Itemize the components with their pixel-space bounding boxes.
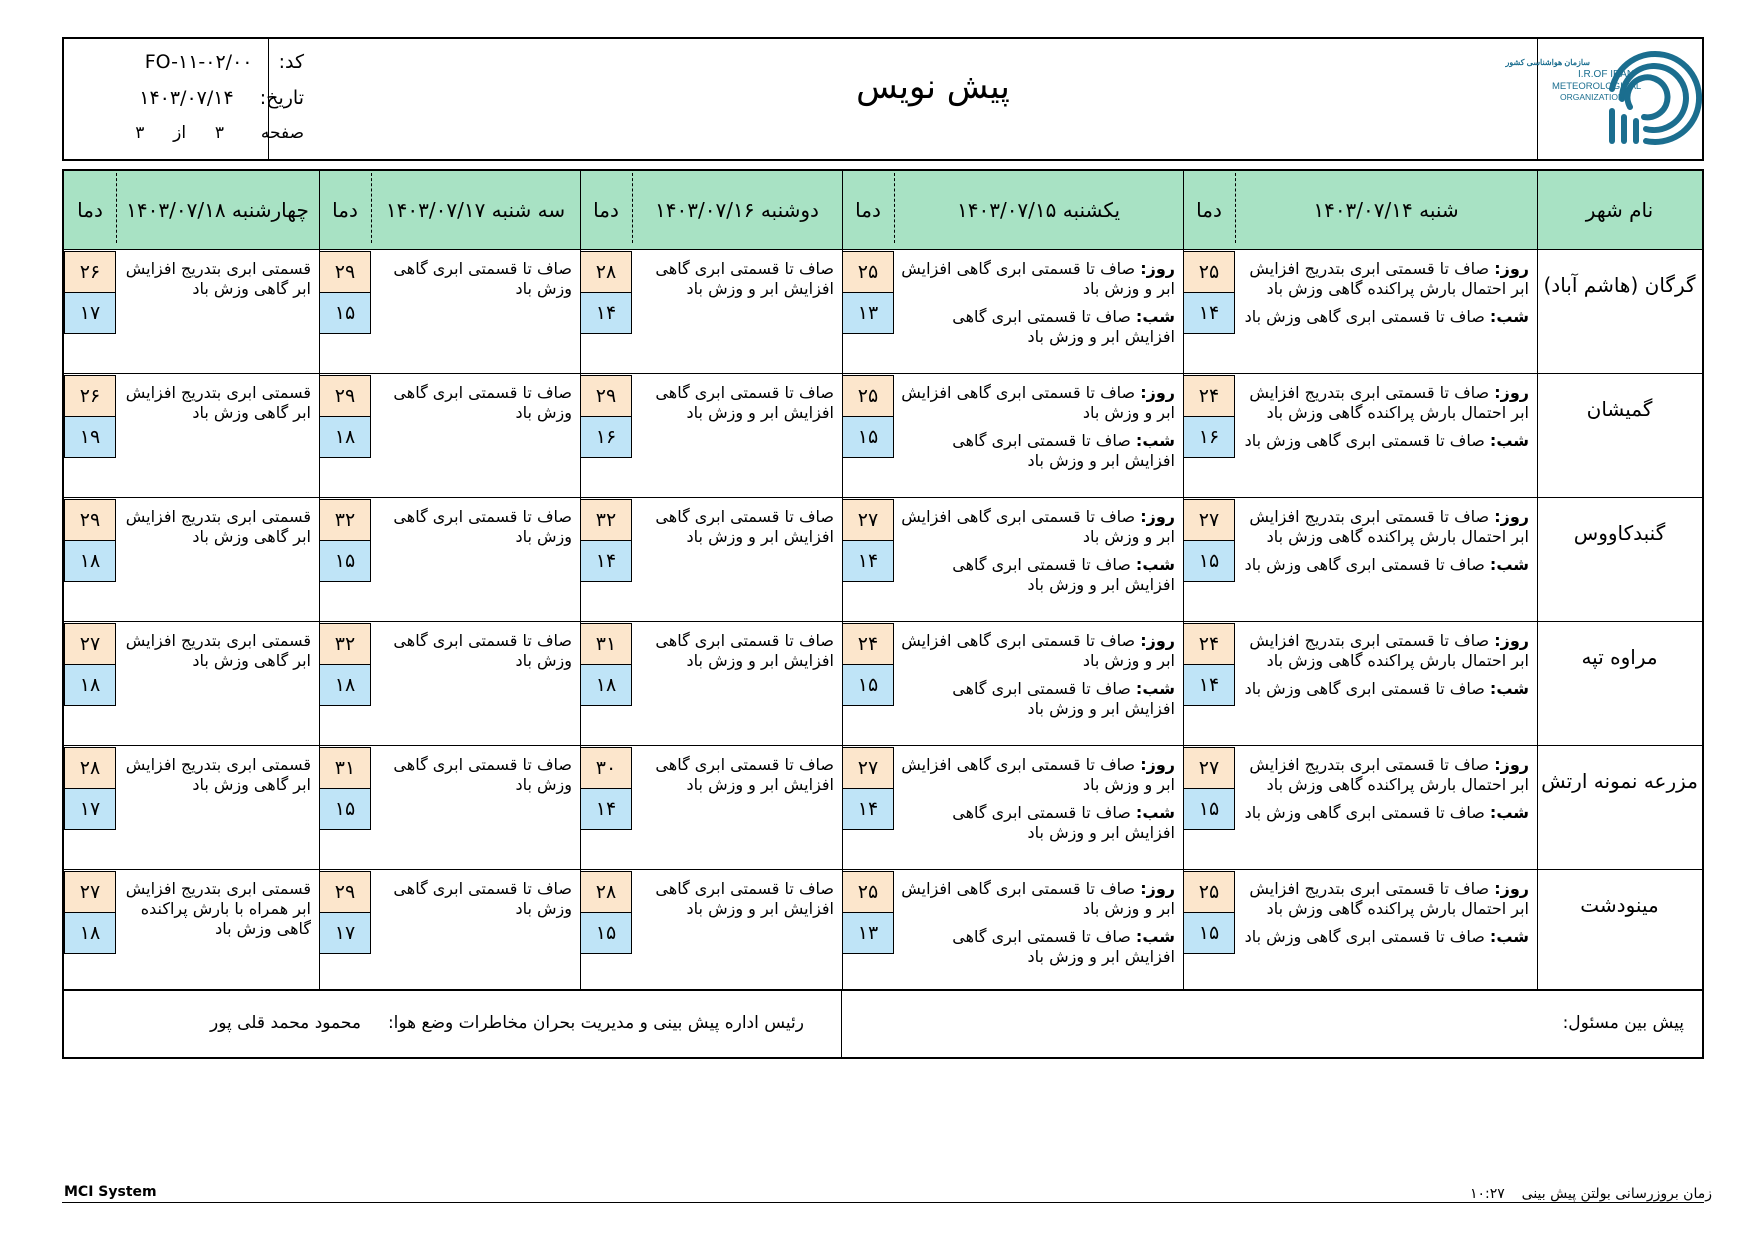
day-text: صاف تا قسمتی ابری بتدریج افزایش ابر احتمال بارش پراکنده گاهی وزش باد [1249, 631, 1529, 670]
forecast-description [638, 755, 834, 795]
day-forecast [900, 879, 1175, 919]
night-forecast [1241, 803, 1529, 823]
min-temp: ۱۷ [64, 788, 116, 830]
night-label: شب: [1489, 803, 1529, 822]
day-forecast [1241, 755, 1529, 795]
day-text: صاف تا قسمتی ابری گاهی افزایش ابر و وزش باد [901, 383, 1175, 422]
forecast-text: صاف تا قسمتی ابری گاهی افزایش ابر و وزش باد [655, 631, 834, 670]
max-temp: ۲۴ [842, 623, 894, 665]
min-temp: ۱۵ [319, 788, 371, 830]
forecast-description [638, 507, 834, 547]
forecast-text: صاف تا قسمتی ابری گاهی افزایش ابر و وزش باد [655, 879, 834, 918]
night-text: صاف تا قسمتی ابری گاهی افزایش ابر و وزش باد [952, 555, 1175, 594]
night-label: شب: [1489, 307, 1529, 326]
meteorological-organization-logo [1505, 49, 1690, 153]
day-label: روز: [1494, 507, 1529, 526]
night-label: شب: [1489, 555, 1529, 574]
min-temp: ۱۴ [580, 540, 632, 582]
max-temp: ۲۶ [64, 251, 116, 293]
day-label: روز: [1140, 755, 1175, 774]
forecast-description [377, 755, 572, 795]
night-text: صاف تا قسمتی ابری گاهی افزایش ابر و وزش باد [952, 431, 1175, 470]
day-label: روز: [1140, 383, 1175, 402]
max-temp: ۲۷ [64, 623, 116, 665]
forecast-description [377, 259, 572, 299]
logo-text-3: ORGANIZATION [1560, 92, 1625, 102]
forecast-description [122, 507, 311, 547]
min-temp: ۱۵ [1183, 540, 1235, 582]
forecast-description [122, 631, 311, 671]
night-label: شب: [1489, 679, 1529, 698]
department-head-name: محمود محمد قلی پور [210, 1013, 361, 1033]
header-temp-divider [371, 173, 372, 243]
min-temp: ۱۴ [580, 788, 632, 830]
code-value: FO-۱۱-۰۲/۰۰ [144, 51, 253, 73]
forecast-text: صاف تا قسمتی ابری گاهی وزش باد [393, 879, 572, 918]
header-temp: دما [593, 198, 619, 222]
row-divider [64, 621, 1702, 622]
max-temp: ۲۴ [1183, 623, 1235, 665]
header-day-date: یکشنبه ۱۴۰۳/۰۷/۱۵ [956, 198, 1121, 222]
max-temp: ۳۲ [580, 499, 632, 541]
forecast-description [638, 383, 834, 423]
forecast-description [1241, 507, 1529, 575]
night-forecast [1241, 927, 1529, 947]
forecast-description [377, 507, 572, 547]
table-header-row [64, 171, 1702, 250]
city-name: گمیشان [1586, 397, 1653, 421]
city-name: مزرعه نمونه ارتش [1541, 769, 1698, 793]
min-temp: ۱۵ [319, 540, 371, 582]
forecast-description [377, 631, 572, 671]
row-divider [64, 869, 1702, 870]
night-forecast [900, 307, 1175, 347]
header-day-date: شنبه ۱۴۰۳/۰۷/۱۴ [1313, 198, 1459, 222]
day-text: صاف تا قسمتی ابری بتدریج افزایش ابر احتمال بارش پراکنده گاهی وزش باد [1249, 755, 1529, 794]
day-label: روز: [1140, 507, 1175, 526]
forecast-text: قسمتی ابری بتدریج افزایش ابر گاهی وزش باد [125, 507, 311, 546]
night-forecast [900, 679, 1175, 719]
forecast-text: صاف تا قسمتی ابری گاهی وزش باد [393, 383, 572, 422]
page-current: ۳ [214, 123, 225, 143]
night-label: شب: [1135, 555, 1175, 574]
night-text: صاف تا قسمتی ابری گاهی وزش باد [1244, 431, 1485, 450]
night-label: شب: [1489, 927, 1529, 946]
forecast-text: صاف تا قسمتی ابری گاهی افزایش ابر و وزش باد [655, 507, 834, 546]
forecast-description [638, 879, 834, 919]
forecast-description [1241, 879, 1529, 947]
forecast-description [1241, 631, 1529, 699]
max-temp: ۲۷ [1183, 499, 1235, 541]
day-forecast [900, 259, 1175, 299]
night-text: صاف تا قسمتی ابری گاهی وزش باد [1244, 555, 1485, 574]
max-temp: ۲۴ [1183, 375, 1235, 417]
day-label: روز: [1494, 755, 1529, 774]
page-label: صفحه [260, 123, 304, 143]
day-forecast [1241, 383, 1529, 423]
night-text: صاف تا قسمتی ابری گاهی وزش باد [1244, 307, 1485, 326]
forecast-text: قسمتی ابری بتدریج افزایش ابر گاهی وزش باد [125, 755, 311, 794]
header-temp-divider [632, 173, 633, 243]
day-forecast [1241, 879, 1529, 919]
max-temp: ۲۷ [1183, 747, 1235, 789]
forecaster-label: پیش بین مسئول: [1562, 1013, 1684, 1033]
forecast-description [122, 383, 311, 423]
min-temp: ۱۴ [1183, 664, 1235, 706]
day-forecast [900, 755, 1175, 795]
night-text: صاف تا قسمتی ابری گاهی افزایش ابر و وزش باد [952, 803, 1175, 842]
page-line [135, 123, 304, 143]
page-title: پیش نویس [856, 67, 1010, 107]
forecast-text: قسمتی ابری بتدریج افزایش ابر گاهی وزش باد [125, 259, 311, 298]
footer-divider [841, 991, 842, 1057]
forecast-text: صاف تا قسمتی ابری گاهی وزش باد [393, 259, 572, 298]
max-temp: ۳۱ [319, 747, 371, 789]
max-temp: ۳۰ [580, 747, 632, 789]
forecast-description [900, 383, 1175, 471]
night-text: صاف تا قسمتی ابری گاهی وزش باد [1244, 803, 1485, 822]
night-text: صاف تا قسمتی ابری گاهی افزایش ابر و وزش باد [952, 927, 1175, 966]
code-line [145, 51, 304, 73]
header-temp-divider [1235, 173, 1236, 243]
night-text: صاف تا قسمتی ابری گاهی افزایش ابر و وزش باد [952, 307, 1175, 346]
forecast-text: صاف تا قسمتی ابری گاهی وزش باد [393, 507, 572, 546]
night-forecast [1241, 431, 1529, 451]
forecast-description [1241, 383, 1529, 451]
row-divider [64, 373, 1702, 374]
max-temp: ۲۵ [842, 375, 894, 417]
max-temp: ۳۲ [319, 499, 371, 541]
day-text: صاف تا قسمتی ابری بتدریج افزایش ابر احتمال بارش پراکنده گاهی وزش باد [1249, 879, 1529, 918]
night-forecast [1241, 679, 1529, 699]
min-temp: ۱۳ [842, 292, 894, 334]
min-temp: ۱۴ [842, 788, 894, 830]
header-day-date: سه شنبه ۱۴۰۳/۰۷/۱۷ [385, 198, 566, 222]
day-text: صاف تا قسمتی ابری بتدریج افزایش ابر احتمال بارش پراکنده گاهی وزش باد [1249, 507, 1529, 546]
forecast-description [900, 755, 1175, 843]
day-forecast [1241, 631, 1529, 671]
day-label: روز: [1494, 879, 1529, 898]
update-label: زمان بروزرسانی بولتن پیش بینی [1521, 1186, 1712, 1202]
department-head-label: رئیس اداره پیش بینی و مدیریت بحران مخاطرات وضع هوا: [387, 1013, 804, 1033]
forecast-text: صاف تا قسمتی ابری گاهی افزایش ابر و وزش باد [655, 755, 834, 794]
max-temp: ۲۵ [842, 251, 894, 293]
max-temp: ۲۹ [319, 871, 371, 913]
header-temp: دما [332, 198, 358, 222]
day-text: صاف تا قسمتی ابری گاهی افزایش ابر و وزش باد [901, 507, 1175, 546]
forecast-text: قسمتی ابری بتدریج افزایش ابر گاهی وزش باد [125, 631, 311, 670]
city-name: گنبدکاووس [1573, 521, 1666, 545]
min-temp: ۱۸ [319, 416, 371, 458]
day-text: صاف تا قسمتی ابری گاهی افزایش ابر و وزش باد [901, 755, 1175, 794]
day-forecast [1241, 259, 1529, 299]
header-city-name: نام شهر [1585, 198, 1654, 222]
min-temp: ۱۴ [580, 292, 632, 334]
night-forecast [1241, 307, 1529, 327]
forecast-text: صاف تا قسمتی ابری گاهی افزایش ابر و وزش باد [655, 259, 834, 298]
night-label: شب: [1135, 927, 1175, 946]
max-temp: ۲۵ [842, 871, 894, 913]
code-label: کد: [278, 51, 304, 73]
day-label: روز: [1494, 631, 1529, 650]
night-forecast [1241, 555, 1529, 575]
city-name: گرگان (هاشم آباد) [1543, 273, 1696, 297]
night-label: شب: [1135, 803, 1175, 822]
day-forecast [900, 507, 1175, 547]
night-label: شب: [1135, 679, 1175, 698]
row-divider [64, 745, 1702, 746]
min-temp: ۱۸ [64, 912, 116, 954]
day-forecast [1241, 507, 1529, 547]
night-text: صاف تا قسمتی ابری گاهی وزش باد [1244, 927, 1485, 946]
forecast-table [62, 169, 1704, 991]
min-temp: ۱۵ [1183, 788, 1235, 830]
day-label: روز: [1494, 259, 1529, 278]
night-forecast [900, 927, 1175, 967]
day-text: صاف تا قسمتی ابری گاهی افزایش ابر و وزش باد [901, 259, 1175, 298]
max-temp: ۲۹ [319, 251, 371, 293]
day-label: روز: [1140, 631, 1175, 650]
update-time: ۱۰:۲۷ [1469, 1186, 1505, 1202]
min-temp: ۱۷ [64, 292, 116, 334]
logo-text-2: METEOROLOGICAL [1552, 81, 1642, 92]
forecast-description [638, 259, 834, 299]
day-text: صاف تا قسمتی ابری بتدریج افزایش ابر احتمال بارش پراکنده گاهی وزش باد [1249, 383, 1529, 422]
system-name: MCI System [64, 1184, 157, 1200]
max-temp: ۲۸ [64, 747, 116, 789]
forecast-text: قسمتی ابری بتدریج افزایش ابر همراه با بارش پراکنده گاهی وزش باد [125, 879, 311, 938]
max-temp: ۳۲ [319, 623, 371, 665]
forecast-description [122, 755, 311, 795]
city-name: مینودشت [1580, 893, 1659, 917]
forecast-description [638, 631, 834, 671]
row-divider [64, 497, 1702, 498]
logo-text-fa: سازمان هواشناسی کشور [1505, 58, 1590, 67]
night-label: شب: [1135, 431, 1175, 450]
forecast-description [900, 507, 1175, 595]
spiral-logo-icon [1505, 49, 1690, 153]
city-name: مراوه تپه [1581, 645, 1658, 669]
header-day-date: دوشنبه ۱۴۰۳/۰۷/۱۶ [655, 198, 819, 222]
day-label: روز: [1140, 879, 1175, 898]
night-forecast [900, 803, 1175, 843]
date-label: تاریخ: [259, 87, 304, 109]
day-forecast [900, 631, 1175, 671]
day-text: صاف تا قسمتی ابری گاهی افزایش ابر و وزش باد [901, 879, 1175, 918]
min-temp: ۱۸ [64, 540, 116, 582]
min-temp: ۱۵ [842, 664, 894, 706]
min-temp: ۱۵ [319, 292, 371, 334]
header-day-date: چهارشنبه ۱۴۰۳/۰۷/۱۸ [126, 198, 309, 222]
forecast-text: صاف تا قسمتی ابری گاهی وزش باد [393, 755, 572, 794]
day-text: صاف تا قسمتی ابری گاهی افزایش ابر و وزش باد [901, 631, 1175, 670]
forecast-description [1241, 755, 1529, 823]
night-text: صاف تا قسمتی ابری گاهی وزش باد [1244, 679, 1485, 698]
header-temp-divider [116, 173, 117, 243]
max-temp: ۲۸ [580, 871, 632, 913]
min-temp: ۱۴ [842, 540, 894, 582]
min-temp: ۱۸ [580, 664, 632, 706]
page-of: از [173, 123, 187, 143]
forecast-description [377, 383, 572, 423]
date-line [139, 87, 304, 109]
min-temp: ۱۴ [1183, 292, 1235, 334]
min-temp: ۱۹ [64, 416, 116, 458]
max-temp: ۲۹ [580, 375, 632, 417]
forecast-text: قسمتی ابری بتدریج افزایش ابر گاهی وزش باد [125, 383, 311, 422]
header-divider-right [1537, 39, 1538, 159]
min-temp: ۱۶ [1183, 416, 1235, 458]
night-label: شب: [1489, 431, 1529, 450]
max-temp: ۲۵ [1183, 871, 1235, 913]
max-temp: ۲۶ [64, 375, 116, 417]
date-value: ۱۴۰۳/۰۷/۱۴ [139, 87, 234, 109]
day-forecast [900, 383, 1175, 423]
forecast-description [122, 879, 311, 939]
forecast-description [900, 879, 1175, 967]
max-temp: ۳۱ [580, 623, 632, 665]
signature-footer [62, 991, 1704, 1059]
min-temp: ۱۷ [319, 912, 371, 954]
document-header [62, 37, 1704, 161]
forecast-text: صاف تا قسمتی ابری گاهی وزش باد [393, 631, 572, 670]
page-total: ۳ [135, 123, 145, 143]
forecast-description [1241, 259, 1529, 327]
night-forecast [900, 555, 1175, 595]
min-temp: ۱۵ [580, 912, 632, 954]
forecast-description [122, 259, 311, 299]
header-temp: دما [855, 198, 881, 222]
forecast-description [900, 631, 1175, 719]
max-temp: ۲۷ [64, 871, 116, 913]
header-temp: دما [1196, 198, 1222, 222]
day-label: روز: [1494, 383, 1529, 402]
header-temp-divider [894, 173, 895, 243]
max-temp: ۲۸ [580, 251, 632, 293]
min-temp: ۱۵ [842, 416, 894, 458]
forecast-description [377, 879, 572, 919]
max-temp: ۲۷ [842, 747, 894, 789]
min-temp: ۱۸ [64, 664, 116, 706]
forecast-text: صاف تا قسمتی ابری گاهی افزایش ابر و وزش باد [655, 383, 834, 422]
min-temp: ۱۶ [580, 416, 632, 458]
min-temp: ۱۵ [1183, 912, 1235, 954]
night-forecast [900, 431, 1175, 471]
max-temp: ۲۵ [1183, 251, 1235, 293]
forecast-description [900, 259, 1175, 347]
max-temp: ۲۹ [64, 499, 116, 541]
max-temp: ۲۹ [319, 375, 371, 417]
update-time-line [1470, 1186, 1712, 1202]
max-temp: ۲۷ [842, 499, 894, 541]
logo-text-1: I.R.OF IRAN [1578, 69, 1635, 80]
day-label: روز: [1140, 259, 1175, 278]
night-text: صاف تا قسمتی ابری گاهی افزایش ابر و وزش باد [952, 679, 1175, 718]
day-text: صاف تا قسمتی ابری بتدریج افزایش ابر احتمال بارش پراکنده گاهی وزش باد [1249, 259, 1529, 298]
header-temp: دما [77, 198, 103, 222]
min-temp: ۱۳ [842, 912, 894, 954]
bottom-rule [62, 1202, 1704, 1203]
min-temp: ۱۸ [319, 664, 371, 706]
night-label: شب: [1135, 307, 1175, 326]
